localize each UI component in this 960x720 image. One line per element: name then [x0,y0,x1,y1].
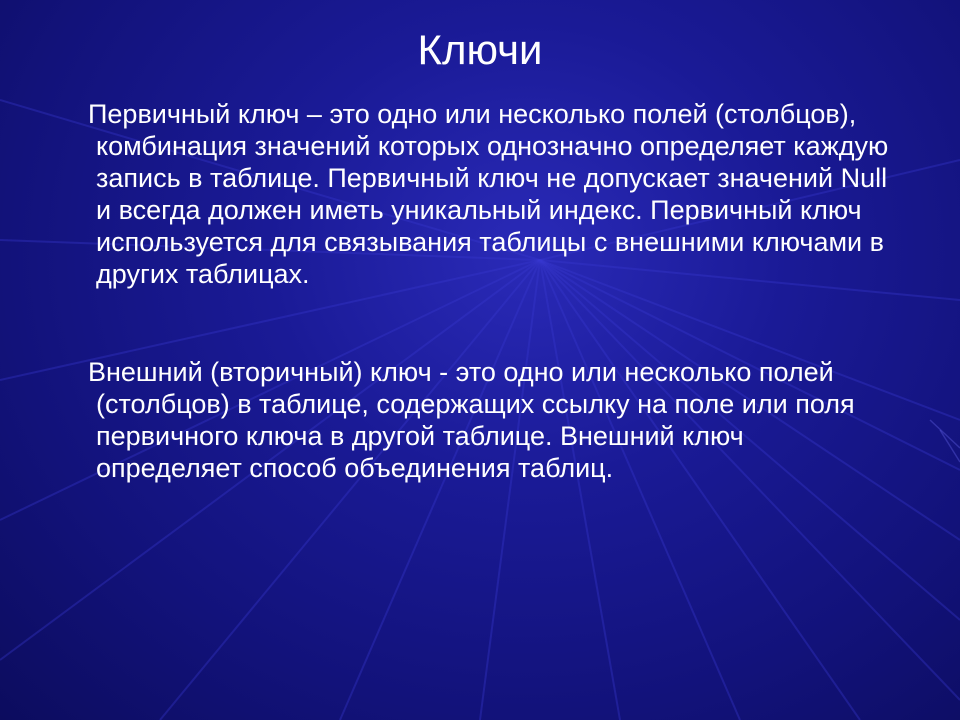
slide-title: Ключи [417,26,543,73]
paragraph-foreign-key: Внешний (вторичный) ключ - это одно или несколько полей (столбцов) в таблице, содержащих ссылку на поле или поля первичного ключа в другой таблице. Внешний ключ определяет способ объединения таблиц. [88,357,855,483]
paragraph-primary-key: Первичный ключ – это одно или несколько полей (столбцов), комбинация значений которых однозначно определяет каждую запись в таблице. Первичный ключ не допускает значений Null и всегда должен иметь уникальный индекс. Первичный ключ используется для связывания таблицы с внешними ключами в других таблицах. [88,99,889,289]
